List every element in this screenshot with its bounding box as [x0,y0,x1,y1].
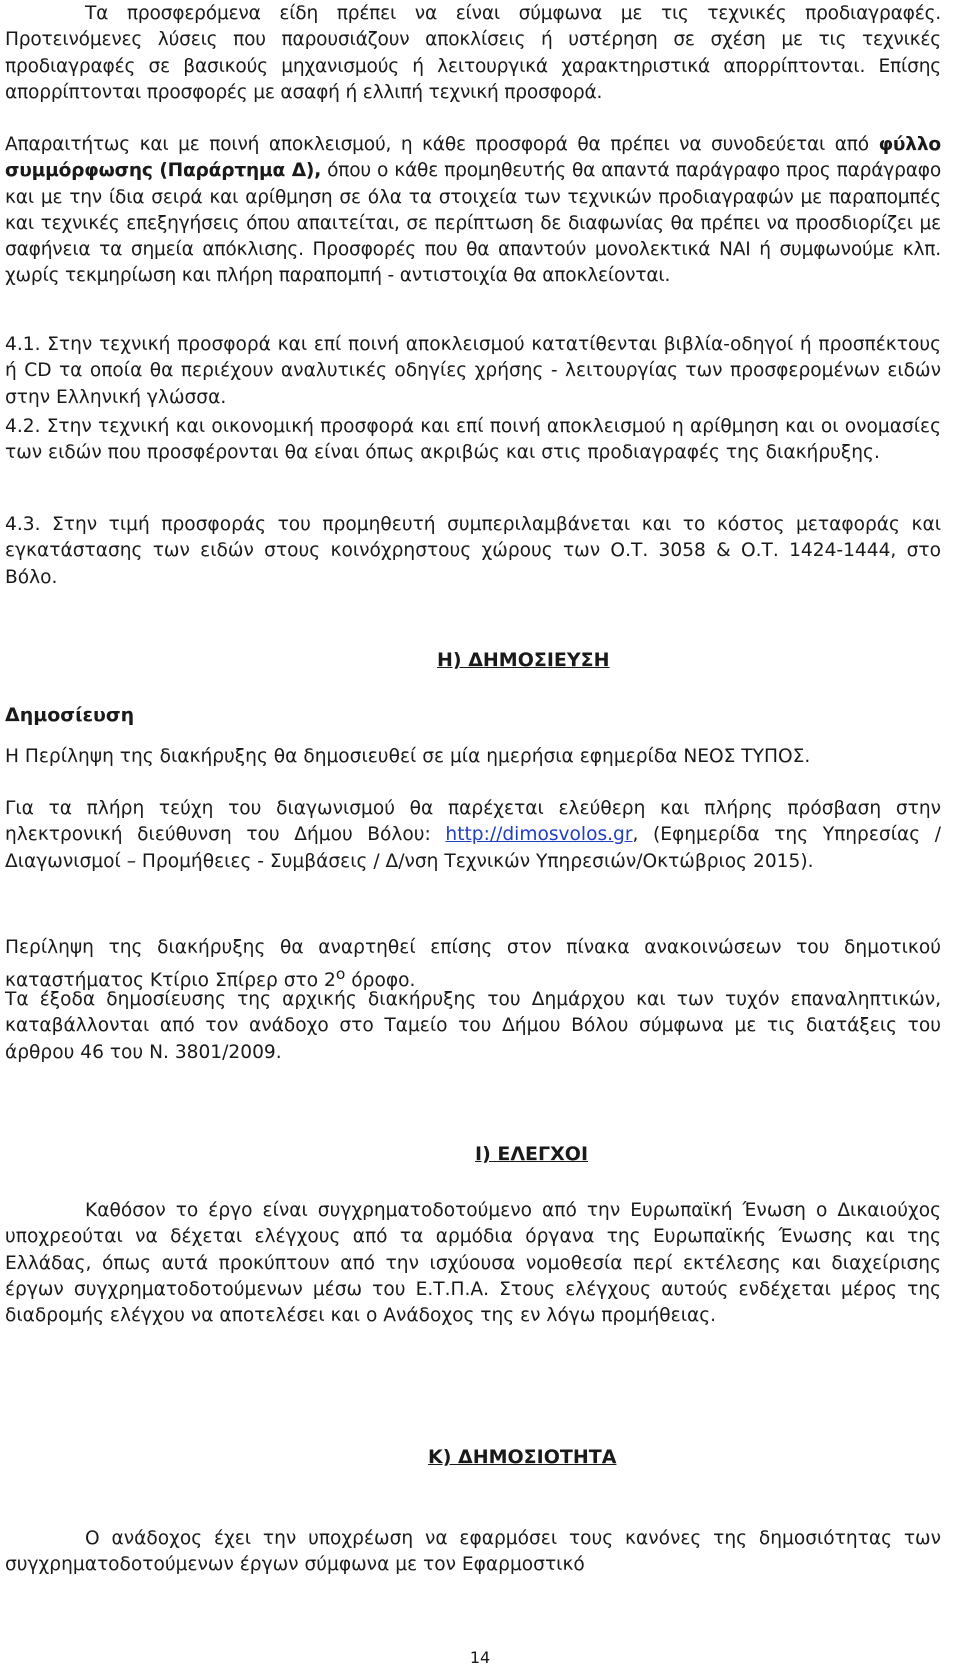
paragraph-publication-costs: Τα έξοδα δημοσίευσης της αρχικής διακήρυξης του Δημάρχου και των τυχόν επαναληπτικών, καταβάλλονται από τον ανάδοχο στο Ταμείο του Δήμου Βόλου σύμφωνα με τις διατάξεις του άρθρου 46 του Ν. 3801/2009. [5,989,941,1063]
paragraph-notice-board [5,935,941,995]
compliance-text-start: Απαραιτήτως και με ποινή αποκλεισμού, η κάθε προσφορά θα πρέπει να συνοδεύεται από [5,134,879,155]
compliance-text-end: όπου ο κάθε προμηθευτής θα απαντά παράγραφο προς παράγραφο και με την ίδια σειρά και αρίθμηση σε όλα τα στοιχεία των τεχνικών προδιαγραφών με παραπομπές και τεχνικές επεξηγήσεις όπου απαιτείται, σε περίπτωση δε διαφωνίας θα πρέπει να προσδιορίζει με σαφήνεια τα σημεία απόκλισης. Προσφορές που θα απαντούν μονολεκτικά ΝΑΙ ή συμφωνούμε κλπ. χωρίς τεκμηρίωση και πλήρη παραπομπή - αντιστοιχία θα αποκλείονται. [5,160,941,287]
page-number: 14 [469,1648,491,1667]
board-text-start: Περίληψη της διακήρυξης θα αναρτηθεί επίσης στον πίνακα ανακοινώσεων του δημοτικού καταστήματος Κτίριο Σπίρερ στο 2 [5,937,941,992]
section-i-title: Ι) ΕΛΕΓΧΟΙ [475,1143,589,1165]
section-h-subtitle: Δημοσίευση [5,704,135,726]
access-text-start: Για τα πλήρη τεύχη του διαγωνισμού θα παρέχεται ελεύθερη και πλήρης πρόσβαση στην ηλεκτρονική διεύθυνση του Δήμου Βόλου: [5,798,941,846]
municipality-website-link[interactable]: http://dimosvolos.gr [445,824,633,846]
paragraph-compliance [5,132,941,290]
paragraph-online-access [5,796,941,875]
paragraph-publicity: Ο ανάδοχος έχει την υποχρέωση να εφαρμόσει τους κανόνες της δημοσιότητας των συγχρηματοδοτούμενων έργων σύμφωνα με τον Εφαρμοστικό [5,1528,941,1576]
compliance-form-reference: φύλλο συμμόρφωσης (Παράρτημα Δ), [5,134,941,182]
paragraph-audits: Καθόσον το έργο είναι συγχρηματοδοτούμενο από την Ευρωπαϊκή Ένωση ο Δικαιούχος υποχρεούται να δέχεται ελέγχους από τα αρμόδια όργανα της Ευρωπαϊκής Ένωσης και της Ελλάδας, όπως αυτά προκύπτουν από την ισχύουσα νομοθεσία περί εκτέλεσης και διαχείρισης έργων συγχρηματοδοτούμενων μέσω του Ε.Τ.Π.Α. Στους ελέγχους αυτούς ενδέχεται μέρος της διαδρομής ελέγχου να αποτελέσει και ο Ανάδοχος της εν λόγω προμήθειας. [5,1200,941,1327]
paragraph-4-3: 4.3. Στην τιμή προσφοράς του προμηθευτή συμπεριλαμβάνεται και το κόστος μεταφοράς και εγκατάστασης των ειδών στους κοινόχρηστους χώρους των Ο.Τ. 3058 & Ο.Τ. 1424-1444, στο Βόλο. [5,514,941,588]
section-k-title: Κ) ΔΗΜΟΣΙΟΤΗΤΑ [428,1446,617,1468]
paragraph-summary-newspaper: Η Περίληψη της διακήρυξης θα δημοσιευθεί σε μία ημερήσια εφημερίδα ΝΕΟΣ ΤΥΠΟΣ. [5,746,811,767]
section-h-title: Η) ΔΗΜΟΣΙΕΥΣΗ [437,649,610,671]
paragraph-intro: Τα προσφερόμενα είδη πρέπει να είναι σύμφωνα με τις τεχνικές προδιαγραφές. Προτεινόμενες λύσεις που παρουσιάζουν αποκλίσεις ή υστέρηση σε σχέση με τις τεχνικές προδιαγραφές σε βασικούς μηχανισμούς ή λειτουργικά χαρακτηριστικά απορρίπτονται. Επίσης απορρίπτονται προσφορές με ασαφή ή ελλιπή τεχνική προσφορά. [5,3,941,103]
paragraph-4-2: 4.2. Στην τεχνική και οικονομική προσφορά και επί ποινή αποκλεισμού η αρίθμηση και οι ονομασίες των ειδών που προσφέρονται θα είναι όπως ακριβώς και στις προδιαγραφές της διακήρυξης. [5,416,941,464]
access-text-end: , (Εφημερίδα της Υπηρεσίας / Διαγωνισμοί – Προμήθειες - Συμβάσεις / Δ/νση Τεχνικών Υπηρεσιών/Οκτώβριος 2015). [5,824,941,872]
floor-ordinal: ο [335,965,346,984]
paragraph-4-1: 4.1. Στην τεχνική προσφορά και επί ποινή αποκλεισμού κατατίθενται βιβλία-οδηγοί ή προσπέκτους ή CD τα οποία θα περιέχουν αναλυτικές οδηγίες χρήσης - λειτουργίας των προσφερομένων ειδών στην Ελληνική γλώσσα. [5,334,941,408]
board-text-end: όροφο. [345,970,416,992]
